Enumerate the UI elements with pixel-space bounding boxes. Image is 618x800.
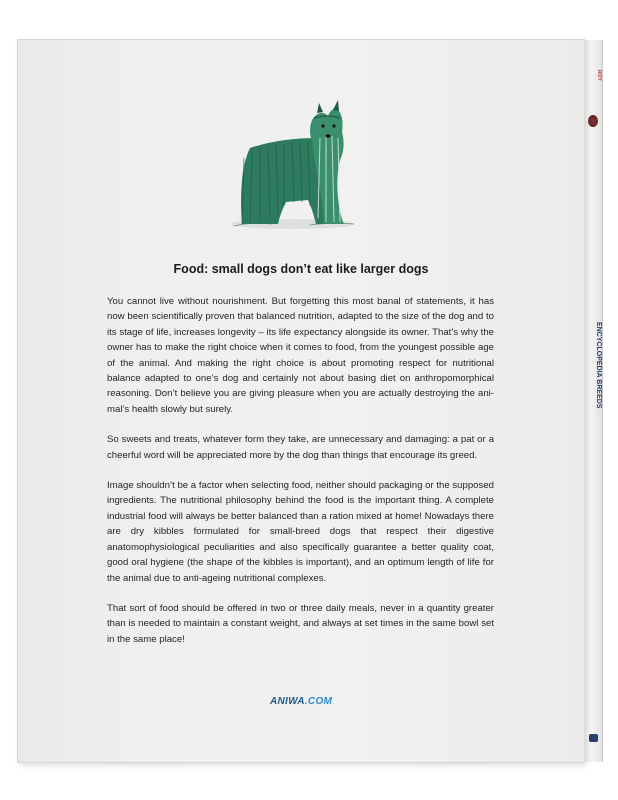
logo-suffix-text: .COM [304, 696, 333, 707]
yorkshire-terrier-illustration [220, 98, 370, 248]
paragraph: You cannot live without nourishment. But forgetting this most banal of statements, it has now been scientifically proven that balanced nutrition, adapted to the size of the dog and to its stage of life, increases longevity – its life expectancy alongside its owner. That’s why the owner has to make the right choice when it comes to food, from the youngest possible age of the animal. And making the right choice is about promoting respect for nutritional balance adapted to one’s dog and certainly not about basing diet on anthropomorphical reasoning. Don’t believe you are giving pleasure when you are actually destroying the animal’s health slowly but surely. [107, 296, 494, 415]
paragraph: That sort of food should be offered in two or three daily meals, never in a quantity greater than is needed to maintain a constant weight, and always at set times in the same bowl set in the same place! [107, 602, 494, 645]
article-body [107, 294, 494, 662]
spine-top-text: ROY [596, 70, 602, 81]
logo-main-text: ANIWA [270, 696, 305, 707]
spine-emblem-icon [588, 115, 598, 127]
paragraph: So sweets and treats, whatever form they take, are unnecessary and damaging: a pat or a cheerful word will be appreciated more by the dog than things that encourage its greed. [107, 434, 494, 461]
dog-icon [220, 98, 370, 248]
book-spine [584, 40, 602, 762]
article-title: Food: small dogs don’t eat like larger dogs [173, 262, 429, 276]
spine-publisher-icon [589, 734, 598, 742]
paragraph: Image shouldn’t be a factor when selecting food, neither should packaging or the supposed ingredients. The nutritional philosophy behind the food is the important thing. A complete industrial food will always be better balanced than a ration mixed at home! Nowadays there are dry kibbles formulated for small-breed dogs that respect their digestive anatomophysiological peculiarities and also specifically guarantee a better quality coat, good oral hygiene (the shape of the kibbles is important), and an optimum length of life for the animal due to anti-ageing nutritional complexes. [107, 480, 494, 584]
spine-title-text: ENCYCLOPEDIA BREEDS [595, 322, 602, 409]
aniwa-logo [270, 696, 332, 707]
